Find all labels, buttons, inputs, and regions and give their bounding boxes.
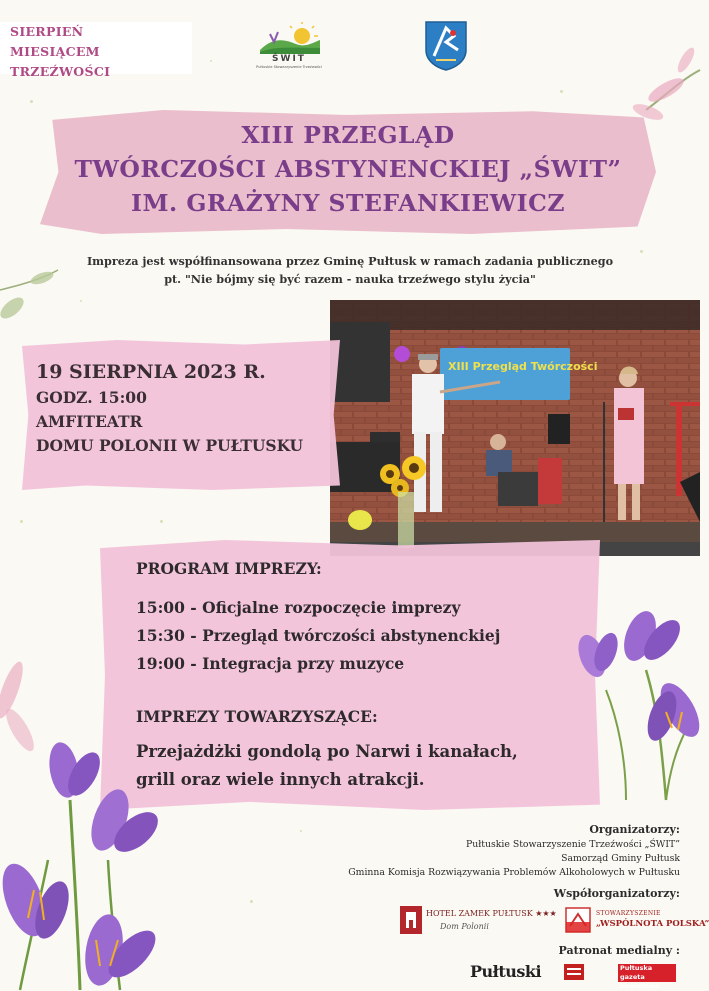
decor-speckle [20, 520, 23, 523]
pultuski-media-logo [470, 962, 542, 982]
left-leaf-decor [0, 260, 60, 330]
decor-speckle [560, 90, 563, 93]
wspolnota-polska-logo [566, 904, 709, 938]
wspolnota-icon [566, 908, 590, 932]
radio-media-icon [564, 964, 584, 980]
event-photo [330, 292, 700, 576]
organizers-section [280, 822, 680, 902]
pultusk-coat-of-arms-icon [424, 20, 468, 72]
title-line-1: XIII PRZEGLĄD [241, 121, 455, 149]
organizer-line: Gminna Komisja Rozwiązywania Problemów Alkoholowych w Pułtusku [348, 867, 680, 878]
swit-logo-name: ŚWIT [272, 54, 306, 64]
event-place-line-2: DOMU POLONII W PUŁTUSKU [36, 436, 304, 455]
decor-speckle [30, 100, 33, 103]
hotel-name: HOTEL ZAMEK PUŁTUSK ★★★ [426, 909, 557, 918]
hotel-subtitle: Dom Polonii [440, 922, 489, 931]
left-pink-flower-decor [0, 650, 40, 770]
campaign-line-2: MIESIĄCEM TRZEŹWOŚCI [10, 44, 111, 79]
title-line-2: TWÓRCZOŚCI ABSTYNENCKIEJ „ŚWIT” [74, 155, 622, 183]
pultuski-logo-text: Pułtuski [470, 962, 542, 981]
top-right-flower-decor [626, 40, 700, 130]
program-section [136, 556, 596, 794]
pultuska-gazeta-text: Pułtuska gazeta powiatowa [618, 964, 676, 982]
event-details [36, 358, 336, 458]
accompanying-heading: IMPREZY TOWARZYSZĄCE: [136, 707, 378, 726]
decor-speckle [80, 300, 82, 302]
decor-speckle [640, 250, 643, 253]
wspolnota-line-1: STOWARZYSZENIE [596, 910, 661, 917]
event-time: GODZ. 15:00 [36, 388, 147, 407]
pultuska-gazeta-logo [618, 964, 676, 990]
campaign-banner [0, 22, 192, 79]
swit-logo-icon [256, 22, 322, 54]
program-item: 19:00 - Integracja przy muzyce [136, 654, 405, 673]
wspolnota-line-2: „WSPÓLNOTA POLSKA” [596, 919, 709, 929]
campaign-line-1: SIERPIEŃ [10, 24, 84, 39]
media-patron-heading: Patronat medialny : [558, 944, 680, 957]
castle-icon [400, 906, 422, 934]
title-line-3: IM. GRAŻYNY STEFANKIEWICZ [130, 189, 566, 217]
right-crocus-decor [566, 600, 700, 800]
event-place-line-1: AMFITEATR [36, 412, 143, 431]
cofinancing-line-2: pt. "Nie bójmy się być razem - nauka trzeźwego stylu życia" [164, 272, 536, 286]
swit-logo-subtitle: Pułtuskie Stowarzyszenie Trzeźwości [256, 65, 322, 69]
decor-speckle [210, 60, 212, 62]
program-item: 15:00 - Oficjalne rozpoczęcie imprezy [136, 598, 461, 617]
co-organizers-heading: Współorganizatorzy: [553, 887, 680, 900]
accompanying-line: Przejażdżki gondolą po Narwi i kanałach, [136, 742, 518, 761]
program-item: 15:30 - Przegląd twórczości abstynenckiej [136, 626, 501, 645]
organizers-heading: Organizatorzy: [589, 823, 680, 836]
decor-speckle [250, 900, 253, 903]
event-title [40, 118, 656, 220]
cofinancing-note [60, 252, 640, 288]
accompanying-line: grill oraz wiele innych atrakcji. [136, 770, 425, 789]
program-heading: PROGRAM IMPREZY: [136, 559, 322, 578]
decor-speckle [160, 520, 163, 523]
stage-photo-illustration [330, 292, 700, 576]
hotel-zamek-logo [400, 904, 557, 938]
photo-banner-text: XIII Przegląd Twórczości [448, 360, 598, 373]
cofinancing-line-1: Impreza jest współfinansowana przez Gminę Pułtusk w ramach zadania publicznego [86, 254, 614, 268]
organizer-line: Samorząd Gminy Pułtusk [561, 853, 680, 864]
swit-logo [256, 22, 322, 76]
organizer-line: Pułtuskie Stowarzyszenie Trzeźwości „ŚWIT” [466, 839, 680, 850]
event-date: 19 SIERPNIA 2023 R. [36, 361, 266, 383]
left-crocus-decor [0, 740, 180, 990]
